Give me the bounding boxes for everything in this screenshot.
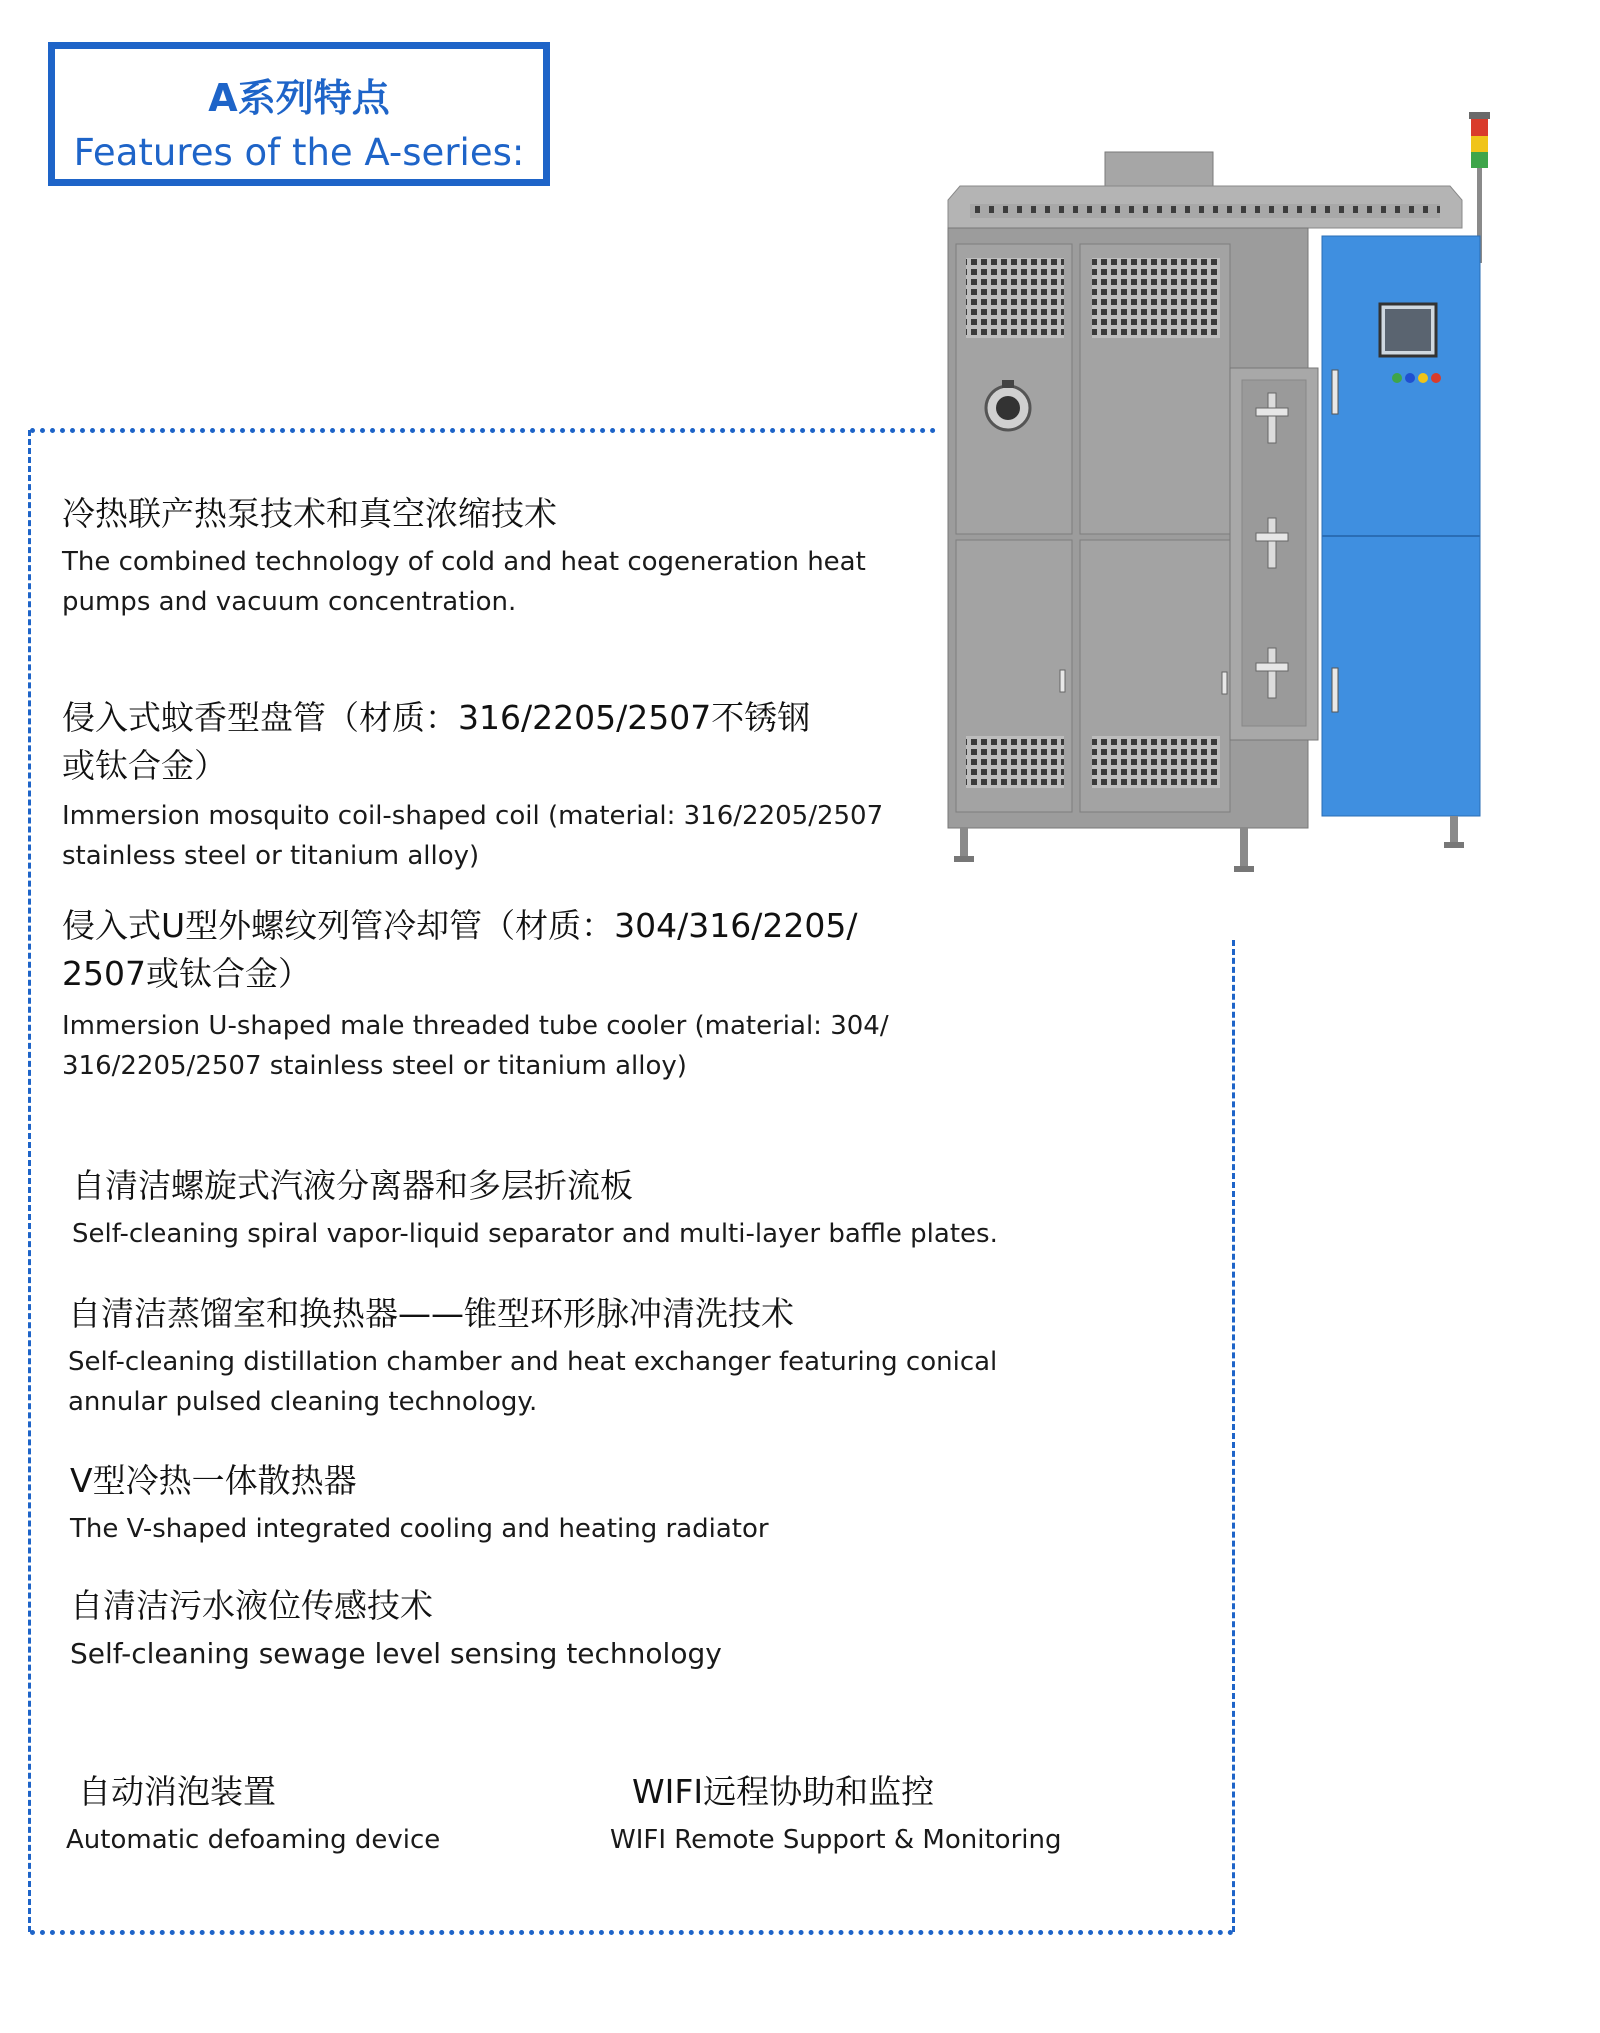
feature-desc-en-line2: stainless steel or titanium alloy) [62, 841, 480, 871]
feature-title-zh: 冷热联产热泵技术和真空浓缩技术 [62, 494, 557, 533]
feature-desc-en: Self-cleaning sewage level sensing technology [70, 1637, 722, 1670]
signal-light-green [1471, 152, 1488, 168]
feature-title-zh: 自动消泡装置 [78, 1772, 276, 1811]
feature-v-radiator [70, 1457, 769, 1549]
feature-desc-en: Automatic defoaming device [66, 1825, 441, 1855]
feature-u-tube-cooler [62, 902, 889, 1086]
indicator-blue [1405, 373, 1415, 383]
feature-title-zh: 自清洁蒸馏室和换热器——锥型环形脉冲清洗技术 [68, 1294, 794, 1333]
feature-title-zh: 自清洁螺旋式汽液分离器和多层折流板 [72, 1166, 633, 1205]
frame-bottom-border [30, 1930, 1234, 1935]
feature-defoaming [66, 1768, 440, 1860]
feature-desc-en-line2: annular pulsed cleaning technology. [68, 1387, 538, 1417]
top-duct [1105, 152, 1213, 186]
feature-desc-en: Self-cleaning spiral vapor-liquid separator and multi-layer baffle plates. [72, 1219, 998, 1249]
indicator-green [1392, 373, 1402, 383]
feature-title-zh-line1: 侵入式蚊香型盘管（材质：316/2205/2507不锈钢 [62, 698, 811, 737]
feature-wifi-monitoring [610, 1768, 1061, 1860]
feature-desc-en-line1: Self-cleaning distillation chamber and heat exchanger featuring conical [68, 1347, 998, 1377]
feature-desc-en-line1: Immersion mosquito coil-shaped coil (material: 316/2205/2507 [62, 801, 884, 831]
series-title-chinese: A系列特点 [208, 76, 390, 120]
frame-left-border [28, 430, 31, 1932]
signal-light-red [1471, 118, 1488, 136]
series-title-box [48, 42, 550, 186]
feature-heat-pump-vacuum [62, 490, 866, 622]
feature-desc-en-line2: pumps and vacuum concentration. [62, 587, 517, 617]
series-title-english: Features of the A-series: [73, 131, 525, 174]
feature-title-zh-line1: 侵入式U型外螺纹列管冷却管（材质：304/316/2205/ [62, 906, 858, 945]
feature-title-zh: 自清洁污水液位传感技术 [70, 1586, 433, 1625]
feature-title-zh: V型冷热一体散热器 [70, 1461, 357, 1500]
feature-desc-en-line1: The combined technology of cold and heat cogeneration heat [62, 547, 866, 577]
evaporator-machine-illustration [930, 108, 1550, 898]
frame-right-border [1232, 940, 1235, 1932]
signal-light-yellow [1471, 136, 1488, 152]
feature-spiral-separator [72, 1162, 998, 1254]
feature-pulsed-cleaning [68, 1290, 997, 1422]
feature-mosquito-coil [62, 694, 883, 876]
indicator-red [1431, 373, 1441, 383]
feature-title-zh-line2: 2507或钛合金） [62, 954, 311, 993]
feature-title-zh: WIFI远程协助和监控 [632, 1772, 935, 1811]
indicator-yellow [1418, 373, 1428, 383]
feature-desc-en: The V-shaped integrated cooling and heating radiator [70, 1514, 769, 1544]
feature-desc-en: WIFI Remote Support & Monitoring [610, 1825, 1062, 1855]
feature-desc-en-line1: Immersion U-shaped male threaded tube cooler (material: 304/ [62, 1011, 889, 1041]
foot-right [1450, 816, 1458, 844]
feature-desc-en-line2: 316/2205/2507 stainless steel or titanium alloy) [62, 1051, 687, 1081]
foot-left [960, 828, 968, 858]
feature-title-zh-line2: 或钛合金） [62, 746, 227, 785]
feature-level-sensing [70, 1582, 722, 1674]
frame-top-border [30, 428, 936, 433]
foot-middle [1240, 828, 1248, 868]
